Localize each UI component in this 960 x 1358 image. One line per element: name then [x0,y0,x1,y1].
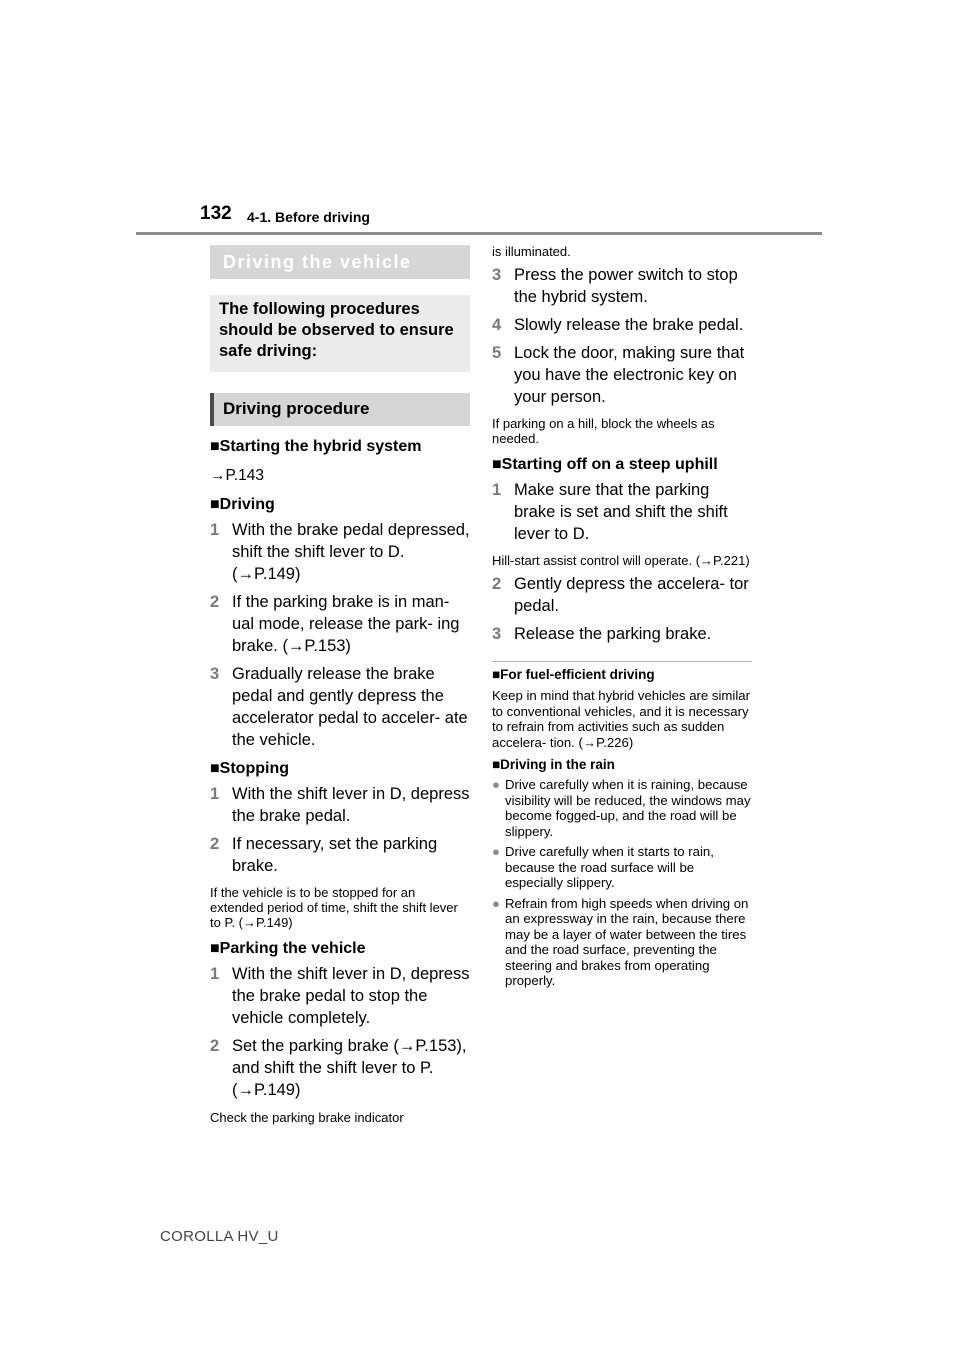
uphill-step-1: 1 Make sure that the parking brake is set and shift the shift lever to D. [492,481,728,543]
stopping-heading: ■Stopping [210,760,289,777]
parking-note: Check the parking brake indicator [210,1110,404,1125]
rain-bullet-2: ● Drive carefully when it starts to rain, because the road surface will be especially slippery. [492,844,714,890]
parking-step-4: 4 Slowly release the brake pedal. [492,316,744,334]
starting-heading: ■Starting the hybrid system [210,438,422,455]
uphill-step-3: 3 Release the parking brake. [492,625,712,643]
hill-note: If parking on a hill, block the wheels as needed. [492,416,715,446]
parking-step-1: 1 With the shift lever in D, depress the brake pedal to stop the vehicle completely. [210,965,470,1027]
page-number: 132 [200,203,232,224]
parking-step-2: 2 Set the parking brake (→P.153), and shift the shift lever to P. (→P.149) [210,1037,467,1099]
fuel-text: Keep in mind that hybrid vehicles are similar to conventional vehicles, and it is necessary to refrain from activities such as sudden accelera- tion. (→P.226) [492,688,751,750]
stopping-step-1: 1 With the shift lever in D, depress the brake pedal. [210,785,470,825]
stopping-step-2: 2 If necessary, set the parking brake. [210,835,438,875]
driving-step-3: 3 Gradually release the brake pedal and gently depress the accelerator pedal to acceler- ate the vehicle. [210,665,468,749]
procedure-heading: Driving procedure [210,393,470,426]
parking-step-5: 5 Lock the door, making sure that you have the electronic key on your person. [492,344,745,406]
rain-bullet-1: ● Drive carefully when it is raining, because visibility will be reduced, the windows may become fogged-up, and the road will be slippery. [492,777,751,839]
starting-reference[interactable]: →P.143 [210,467,265,484]
intro-box: The following procedures should be observed to ensure safe driving: [210,295,470,372]
driving-heading: ■Driving [210,496,275,513]
info-divider [492,661,752,662]
footer-model: COROLLA HV_U [160,1228,279,1245]
parking-note-continued: is illuminated. [492,244,571,259]
parking-heading: ■Parking the vehicle [210,940,366,957]
right-column [492,245,752,989]
uphill-step-2: 2 Gently depress the accelera- tor pedal. [492,575,749,615]
driving-step-2: 2 If the parking brake is in man- ual mode, release the park- ing brake. (→P.153) [210,593,460,655]
section-heading: 4-1. Before driving [247,209,370,225]
uphill-heading: ■Starting off on a steep uphill [492,456,718,473]
parking-step-3: 3 Press the power switch to stop the hybrid system. [492,266,738,306]
fuel-heading: ■For fuel-efficient driving [492,667,655,682]
left-column [210,245,470,1125]
stopping-note: If the vehicle is to be stopped for an extended period of time, shift the shift lever to P. (→P.149) [210,885,458,930]
driving-step-1: 1 With the brake pedal depressed, shift the shift lever to D. (→P.149) [210,521,470,583]
hill-start-note: Hill-start assist control will operate. (→P.221) [492,553,750,568]
page-title: Driving the vehicle [210,245,470,279]
header-divider [136,232,822,235]
rain-bullet-3: ● Refrain from high speeds when driving on an expressway in the rain, because there may be a layer of water between the tires and the road surface, preventing the steering and brakes from operating properly. [492,895,749,988]
rain-heading: ■Driving in the rain [492,757,615,772]
